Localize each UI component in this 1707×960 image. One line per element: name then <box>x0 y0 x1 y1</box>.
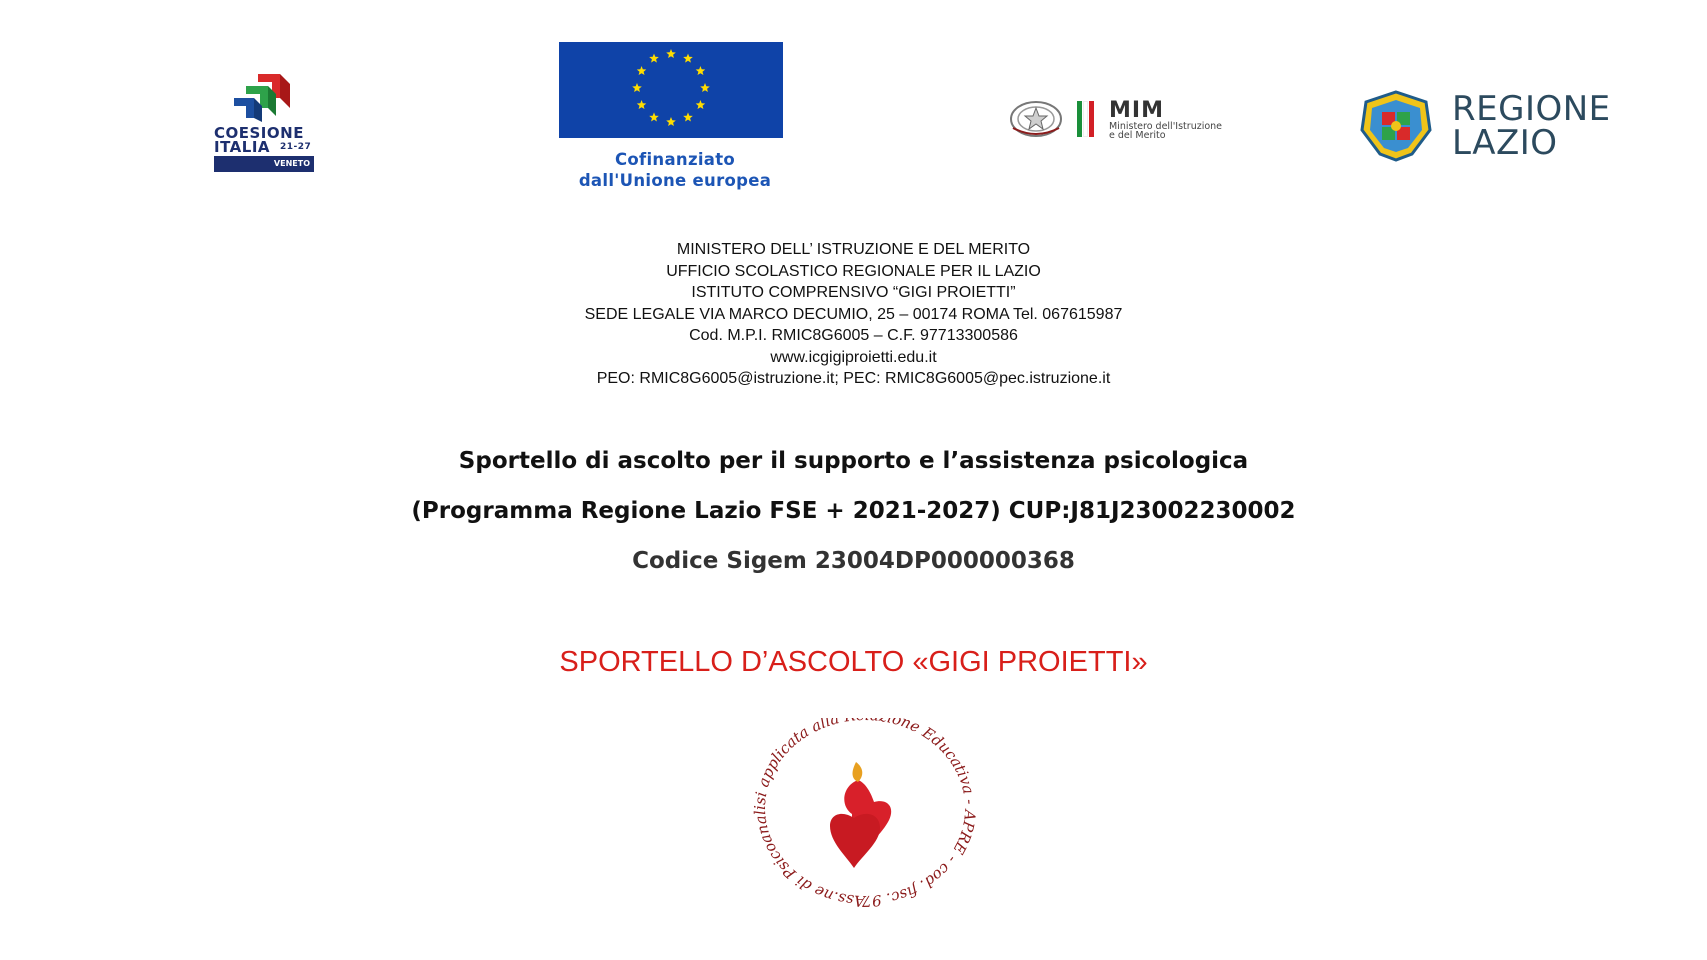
header-address: SEDE LEGALE VIA MARCO DECUMIO, 25 – 00174 ROMA Tel. 067615987 <box>584 305 1123 323</box>
eu-star-icon <box>649 54 659 63</box>
mim-flag-red <box>1089 101 1094 137</box>
coesione-line-1: COESIONE <box>214 124 304 142</box>
mim-subtitle-line-2: e del Merito <box>1109 130 1166 141</box>
coesione-line-2: ITALIA <box>214 138 271 156</box>
regione-lazio-shield-icon <box>1360 90 1432 162</box>
sportello-heading: SPORTELLO D’ASCOLTO «GIGI PROIETTI» <box>559 646 1148 678</box>
institution-header <box>0 239 1707 390</box>
eu-star-icon <box>696 100 706 109</box>
mim-title: MIM <box>1109 98 1164 123</box>
header-website: www.icgigiproietti.edu.it <box>770 348 937 366</box>
eu-star-icon <box>683 112 693 121</box>
regione-lazio-logo <box>1360 90 1620 164</box>
eu-star-icon <box>632 83 642 92</box>
mim-flag-white <box>1083 101 1088 137</box>
eu-star-icon <box>666 117 676 126</box>
eu-star-icon <box>637 66 647 75</box>
regione-lazio-line-1: REGIONE <box>1452 89 1611 129</box>
heart-icon <box>830 814 880 868</box>
coesione-years: 21-27 <box>280 142 312 152</box>
mim-subtitle-line-1: Ministero dell'Istruzione <box>1109 121 1223 132</box>
header-codes: Cod. M.P.I. RMIC8G6005 – C.F. 97713300586 <box>689 327 1018 344</box>
mim-subtitle <box>1109 122 1222 140</box>
coesione-italia-logo <box>212 72 320 176</box>
eu-cofinanziato-logo <box>543 40 807 192</box>
eu-star-icon <box>649 112 659 121</box>
eu-star-icon <box>637 100 647 109</box>
eu-stars-ring <box>559 42 783 138</box>
sigem-code-line: Codice Sigem 23004DP000000368 <box>632 548 1075 574</box>
header-institute: ISTITUTO COMPRENSIVO “GIGI PROIETTI” <box>691 284 1016 301</box>
header-ministry: MINISTERO DELL’ ISTRUZIONE E DEL MERITO <box>676 241 1031 258</box>
eu-line-2: dall'Unione europea <box>578 171 772 190</box>
document-title: Sportello di ascolto per il supporto e l’assistenza psicologica <box>458 448 1249 474</box>
eu-star-icon <box>683 54 693 63</box>
header-office: UFFICIO SCOLASTICO REGIONALE PER IL LAZIO <box>666 262 1041 280</box>
header-emails: PEO: RMIC8G6005@istruzione.it; PEC: RMIC8G6005@pec.istruzione.it <box>596 370 1111 387</box>
coesione-region-band: VENETO <box>214 156 314 172</box>
eu-line-1: Cofinanziato <box>614 150 736 169</box>
mim-logo <box>1009 98 1289 142</box>
coesione-arrow-icon <box>232 72 300 122</box>
eu-flag-icon <box>559 42 783 138</box>
apre-seal <box>730 718 1000 918</box>
mim-flag-green <box>1077 101 1082 137</box>
apre-seal-graphic <box>730 718 1000 918</box>
flame-icon <box>853 762 863 782</box>
eu-star-icon <box>666 49 676 58</box>
regione-lazio-line-2: LAZIO <box>1452 123 1558 163</box>
italian-republic-emblem-icon <box>1009 100 1064 138</box>
eu-star-icon <box>696 66 706 75</box>
programme-cup-line: (Programma Regione Lazio FSE + 2021-2027) CUP:J81J23002230002 <box>411 498 1296 524</box>
seal-ring-text: Ass.ne di Psicoanalisi applicata alla one Educativa - APRE - cod. fisc. 97 <box>751 718 980 911</box>
eu-star-icon <box>700 83 710 92</box>
